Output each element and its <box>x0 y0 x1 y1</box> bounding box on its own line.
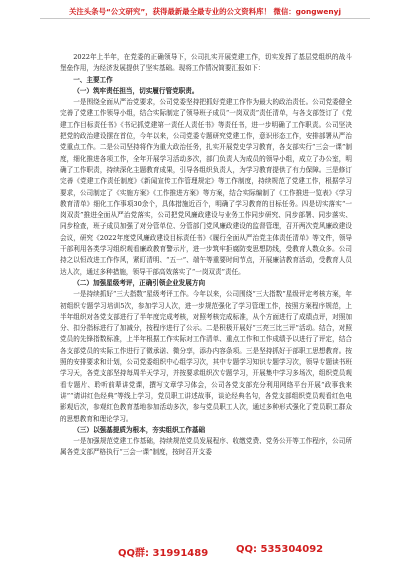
subsection-paragraph-3: 一是加强规范党建工作基础，持续规范党员发展程序、收缴党费、党务公开等工作程序，公司所属各党支部严格执行“三会一课”制度，按时召开支委 <box>60 437 352 457</box>
subsection-heading-1: （一）筑牢责任担当，切实履行管党职责。 <box>73 86 199 95</box>
subsection-paragraph-1: 一是围绕全面从严治党要求，公司党委坚持把抓好党建工作作为最大的政治责任。公司党委健全完善了党建工作领导小组，结合实际制定了领导班子成员“一岗双责”责任清单，与各支部签订了《党建工作目标责任书》《书记抓党建第一责任人责任书》等责任书，进一步明确了工作职责。公司坚决把党的政治建设摆在首位，今年以来，公司党委专题研究党建工作，意识形态工作，安排部署从严治党重点工作。二是公司坚持将作为重大政治任务，扎实开展党史学习教育，各支部实行“三会一课”制度，细化推进各项工作，全年开展学习活动多次，部门负责人为成员的领导小组，成立了办公室，明确了工作职责，持续深化主题教育成果，引导各组织负责人，为学习教育提供了有力保障。三是修订完善《党建工作责任制度》《新闻宣传工作管理规定》等工作制度，持续规范了党建工作，根据学习要求，公司制定了《实施方案》《工作推进方案》等方案，结合实际编制了《工作推进一览表》《学习教育清单》细化工作事项30余个，具体措施近百个，明确了学习教育的目标任务。四是切实落实“一岗双责”推进全面从严治党落实，公司把党风廉政建设与业务工作同步研究、同步部署、同步落实、同步检查，班子成员加强了对分管单位、分管部门党风廉政建设的监督管理，召开两次党风廉政建设会议，研究《2022年度党风廉政建设目标责任书》《履行全面从严治党主体责任清单》等文件，领导干部利用各类学习组织观看廉政教育警示片，进一步筑牢拒腐防变思想防线，受教育人数众多。公司持之以恒改进工作作风，紧盯清明、“五一”、端午等重要时间节点，开展廉洁教育活动，受教育人员达人次，通过多种措施，领导干部高效落实了“一岗双责”责任。 <box>60 98 352 276</box>
header-divider <box>40 18 370 19</box>
intro-paragraph: 2022年上半年，在党委的正确领导下，公司扎实开展党建工作，切实发挥了基层党组织的战斗堡垒作用，为经济发展提供了坚实基础。现将工作情况简要汇报如下： <box>60 53 352 73</box>
footer-qq-number: QQ: 535304092 <box>236 544 324 555</box>
footer-contact <box>0 544 408 562</box>
document-body <box>60 52 352 459</box>
section-heading-main-work: 一、主要工作 <box>73 75 113 84</box>
footer-qq-group: QQ群: 31991489 <box>118 548 209 559</box>
header-banner: 关注头条号“公文研究”，获得最新最全最专业的公文资料库！ 微信：gongwenyj <box>69 7 341 16</box>
subsection-heading-3: （三）以强基提质为根本，夯实组织工作基础 <box>73 425 206 434</box>
subsection-paragraph-2: 一是持续抓好“三大指数”星级考评工作。今年以来，公司围绕“三大指数”星级评定考核方案，年初组织专题学习培训5次，参加学习人次，进一步规范强化了学习管理工作，按照方案程序规范，上半年组织对各党支部进行了半年度完成考核，对照考核完成标准，从个方面进行了成绩点评，对照加分、扣分指标进行了加减分，按程序进行了公示。二是积极开展好“三亮三比三评”活动。结合，对照党员的先锋指数标准，上半年根据工作实际对工作清单、重点工作和工作成绩予以进行了评定，结合各支部党员的实际工作进行了微承诺、微分享，添办内容条项。三是坚持抓好于部职工思想教育。按照的安排要求和计划，公司党委组织中心组学习次，其中专题学习知识专题学习次，领导专题读书班学习天，各党支部坚持每周半天学习，并按要求组织次专题学习，开展集中学习多场次，组织党员观看专题片、聆听前辈讲党课，撰写文章学习体会，公司各党支部充分利用网络平台开展“政事我来讲”“请讲红色经典”等线上学习，党员职工讲述故事，谈论经典名句，各党支部组织党员观看红色电影观后次，参观红色教育基地参加活动多次，参与党员职工人次，通过多种形式强化了党员职工群众的思想教育和理论学习。 <box>60 290 352 423</box>
subsection-heading-2: （二）加强星级考评，正确引领企业发展方向 <box>73 278 206 287</box>
